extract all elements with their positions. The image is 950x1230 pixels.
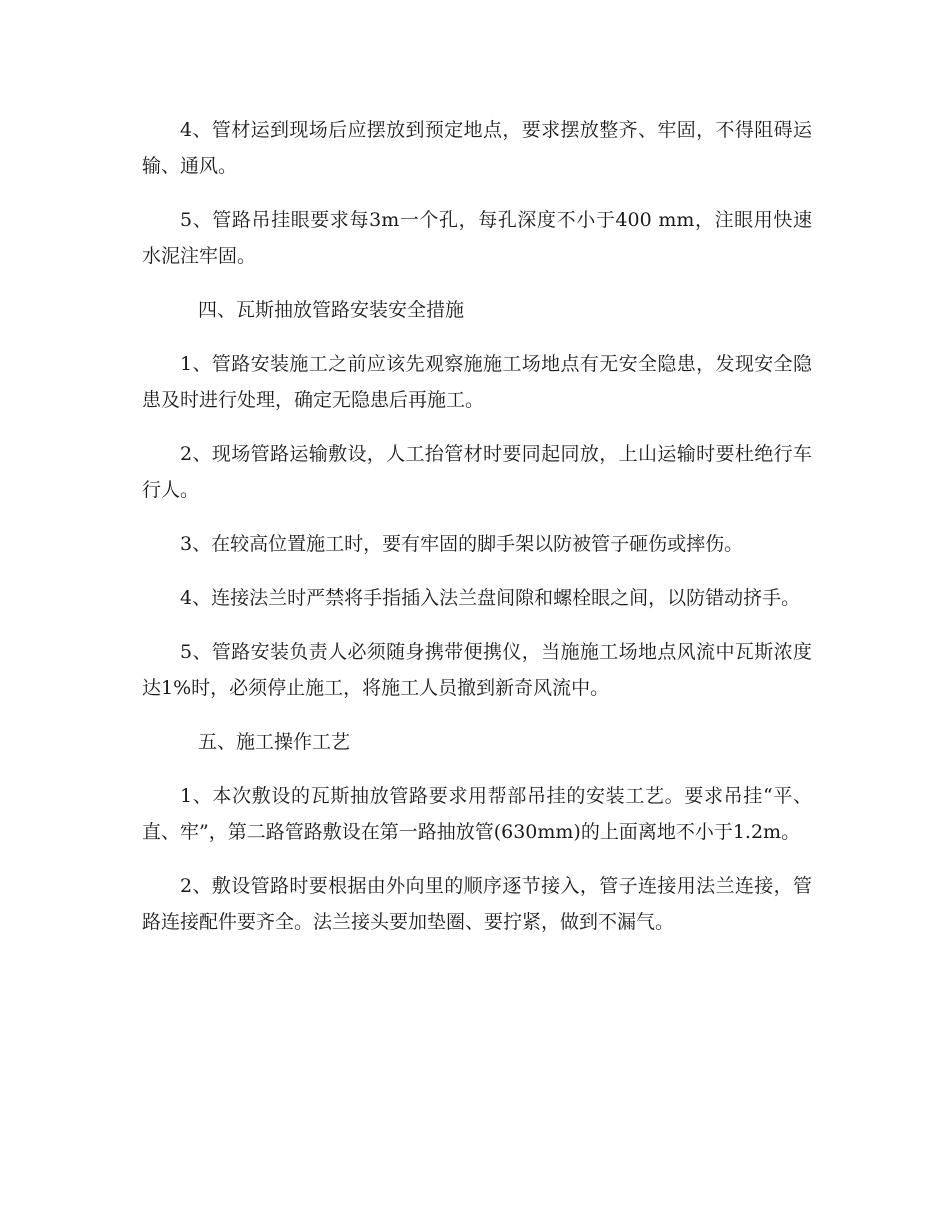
paragraph-hanging-process: 1、本次敷设的瓦斯抽放管路要求用帮部吊挂的安装工艺。要求吊挂“平、直、牢”，第二路管路敷设在第一路抽放管(630mm)的上面离地不小于1.2m。: [142, 785, 812, 843]
section-heading-safety-measures: 四、瓦斯抽放管路安装安全措施: [198, 299, 465, 321]
paragraph-pipe-placement: 4、管材运到现场后应摆放到预定地点，要求摆放整齐、牢固，不得阻碍运输、通风。: [142, 119, 812, 177]
paragraph-laying-order: 2、敷设管路时要根据由外向里的顺序逐节接入，管子连接用法兰连接，管路连接配件要齐全。法兰接头要加垫圈、要拧紧，做到不漏气。: [142, 875, 812, 933]
paragraph-hanging-holes: 5、管路吊挂眼要求每3m一个孔，每孔深度不小于400 mm，注眼用快速水泥注牢固。: [142, 209, 812, 267]
section-heading-construction-process: 五、施工操作工艺: [198, 731, 351, 753]
paragraph-scaffolding: 3、在较高位置施工时，要有牢固的脚手架以防被管子砸伤或摔伤。: [180, 533, 744, 555]
paragraph-safety-inspection: 1、管路安装施工之前应该先观察施施工场地点有无安全隐患，发现安全隐患及时进行处理，确定无隐患后再施工。: [142, 353, 812, 411]
paragraph-transport: 2、现场管路运输敷设，人工抬管材时要同起同放，上山运输时要杜绝行车行人。: [142, 443, 812, 501]
paragraph-gas-detector: 5、管路安装负责人必须随身携带便携仪，当施施工场地点风流中瓦斯浓度达1%时，必须停止施工，将施工人员撤到新奇风流中。: [142, 641, 812, 699]
document-body: [142, 112, 812, 958]
paragraph-flange-connection: 4、连接法兰时严禁将手指插入法兰盘间隙和螺栓眼之间，以防错动挤手。: [180, 587, 801, 609]
